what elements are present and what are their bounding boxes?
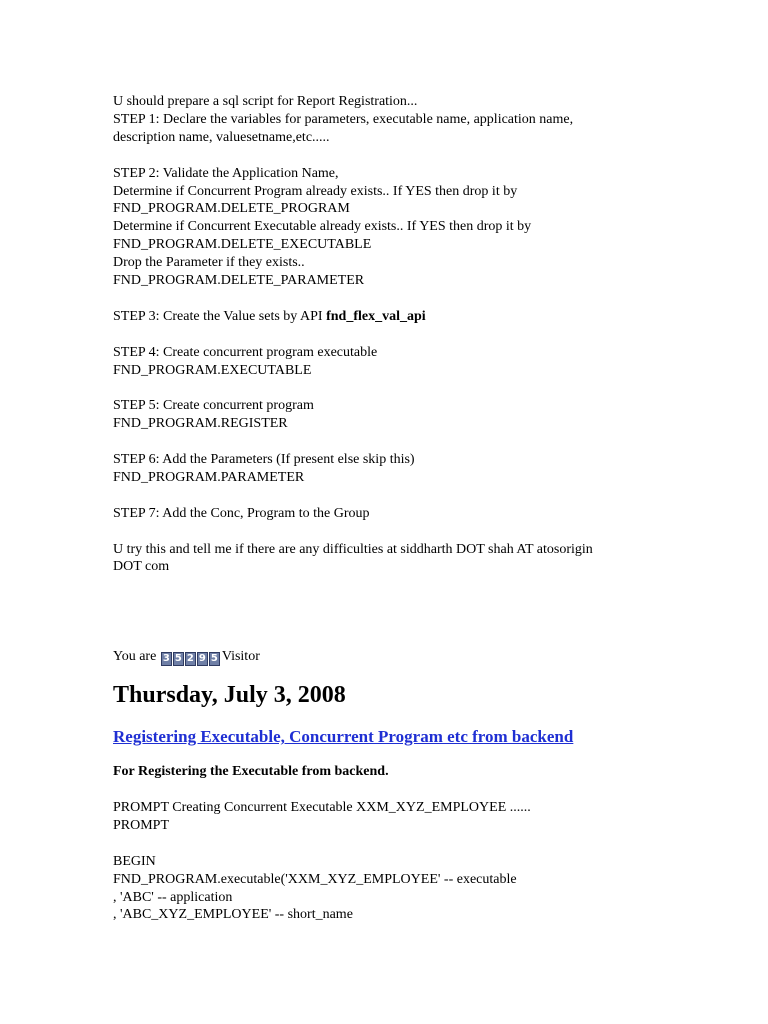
step5-api: FND_PROGRAM.REGISTER [113, 416, 288, 432]
visitor-suffix: Visitor [221, 649, 260, 665]
post-title-link[interactable]: Registering Executable, Concurrent Program etc from backend [113, 727, 574, 747]
visitor-prefix: You are [113, 649, 160, 665]
code-line: FND_PROGRAM.executable('XXM_XYZ_EMPLOYEE' -- executable [113, 871, 517, 887]
contact-line-cont: DOT com [113, 559, 170, 575]
step2-executable-check: Determine if Concurrent Executable already exists.. If YES then drop it by [113, 219, 532, 235]
code-line: PROMPT Creating Concurrent Executable XXM_XYZ_EMPLOYEE ...... [113, 800, 531, 816]
step3-line [113, 308, 673, 326]
counter-digit: 5 [173, 652, 184, 666]
step6-line: STEP 6: Add the Parameters (If present else skip this) [113, 452, 415, 468]
visitor-counter-line [113, 648, 673, 667]
step1-line-cont: description name, valuesetname,etc..... [113, 129, 330, 145]
step2-delete-program: FND_PROGRAM.DELETE_PROGRAM [113, 201, 350, 217]
counter-digit: 3 [161, 652, 172, 666]
code-line: , 'ABC_XYZ_EMPLOYEE' -- short_name [113, 907, 353, 923]
counter-digit: 5 [209, 652, 220, 666]
step2-delete-parameter: FND_PROGRAM.DELETE_PARAMETER [113, 273, 365, 289]
step3-text: STEP 3: Create the Value sets by API [113, 308, 327, 324]
step4-api: FND_PROGRAM.EXECUTABLE [113, 362, 312, 378]
step5-line: STEP 5: Create concurrent program [113, 398, 314, 414]
step1-line: STEP 1: Declare the variables for parameters, executable name, application name, [113, 111, 574, 127]
code-line: , 'ABC' -- application [113, 889, 233, 905]
step2-line: STEP 2: Validate the Application Name, [113, 165, 339, 181]
step4-line: STEP 4: Create concurrent program executable [113, 344, 378, 360]
contact-line: U try this and tell me if there are any difficulties at siddharth DOT shah AT atosorigin [113, 541, 593, 557]
counter-digit: 9 [197, 652, 208, 666]
post-subtitle: For Registering the Executable from backend. [113, 764, 389, 780]
step6-api: FND_PROGRAM.PARAMETER [113, 469, 305, 485]
step2-drop-parameter: Drop the Parameter if they exists.. [113, 255, 305, 271]
post-date: Thursday, July 3, 2008 [113, 682, 346, 709]
visitor-counter [161, 649, 221, 667]
intro-line: U should prepare a sql script for Report Registration... [113, 94, 418, 109]
counter-digit: 2 [185, 652, 196, 666]
blog-content [113, 93, 673, 924]
code-line: PROMPT [113, 817, 170, 833]
post-title [113, 727, 673, 747]
code-line: BEGIN [113, 853, 156, 869]
step3-api: fnd_flex_val_api [326, 308, 426, 324]
step7-line: STEP 7: Add the Conc, Program to the Group [113, 505, 370, 521]
step2-delete-executable: FND_PROGRAM.DELETE_EXECUTABLE [113, 237, 372, 253]
step2-program-check: Determine if Concurrent Program already exists.. If YES then drop it by [113, 183, 518, 199]
